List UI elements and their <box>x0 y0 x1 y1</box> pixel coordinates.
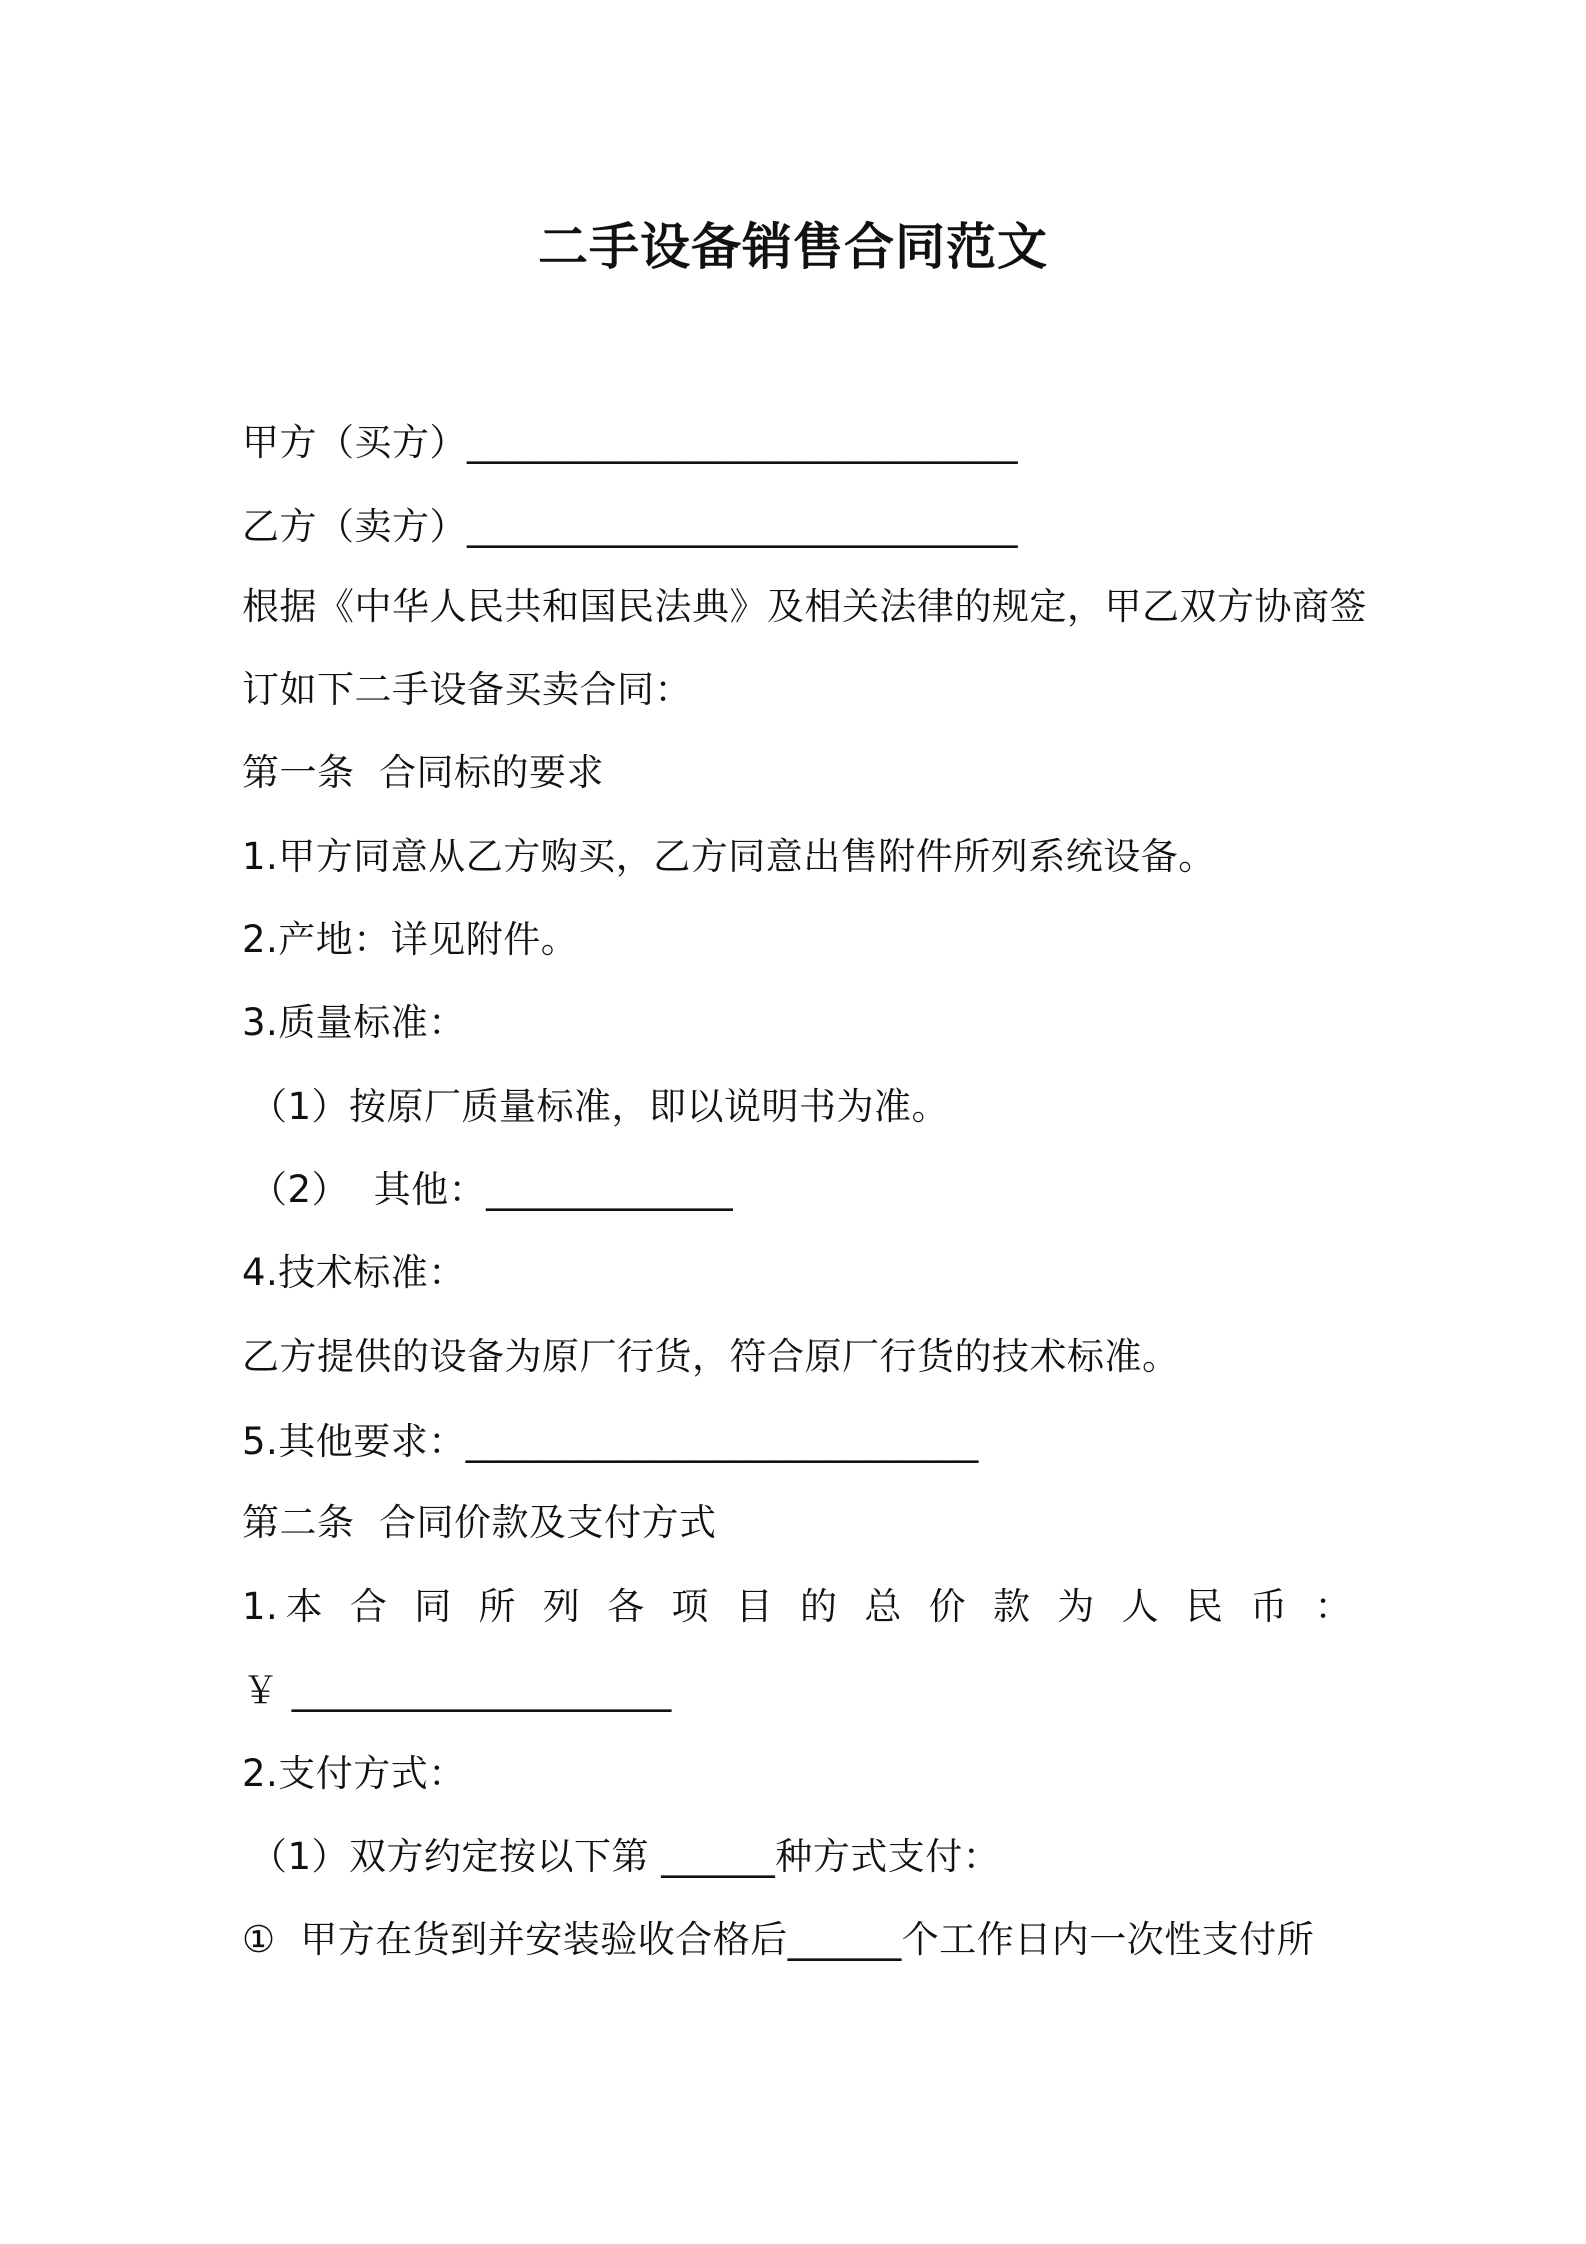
clause-2-2-1-option-1: ① 甲方在货到并安装验收合格后______个工作日内一次性支付所 <box>242 1918 1315 1961</box>
clause-1-3-2: （2） 其他：_____________ <box>250 1168 734 1211</box>
clause-1-2: 2.产地：详见附件。 <box>242 918 579 961</box>
clause-1-3-1: （1）按原厂质量标准，即以说明书为准。 <box>250 1085 950 1128</box>
clause-1-4-text: 乙方提供的设备为原厂行货，符合原厂行货的技术标准。 <box>242 1335 1180 1378</box>
clause-1-5: 5.其他要求：___________________________ <box>242 1420 979 1463</box>
clause-2-1-amount: ￥ ____________________ <box>242 1669 672 1712</box>
party-a-line: 甲方（买方）_____________________________ <box>242 421 1018 464</box>
document-title: 二手设备销售合同范文 <box>538 218 1048 276</box>
article-2-heading: 第二条 合同价款及支付方式 <box>242 1501 717 1544</box>
clause-1-1: 1.甲方同意从乙方购买，乙方同意出售附件所列系统设备。 <box>242 835 1216 878</box>
clause-1-3: 3.质量标准： <box>242 1001 466 1044</box>
clause-1-4: 4.技术标准： <box>242 1251 466 1294</box>
party-b-line: 乙方（卖方）_____________________________ <box>242 505 1018 548</box>
clause-2-2: 2.支付方式： <box>242 1752 466 1795</box>
preamble-line-2: 订如下二手设备买卖合同： <box>242 668 692 711</box>
clause-2-1: 1.本 合 同 所 列 各 项 目 的 总 价 款 为 人 民 币 ： <box>242 1585 1352 1628</box>
article-1-heading: 第一条 合同标的要求 <box>242 751 605 794</box>
preamble-line-1: 根据《中华人民共和国民法典》及相关法律的规定，甲乙双方协商签 <box>242 585 1367 628</box>
clause-2-2-1: （1）双方约定按以下第 ______种方式支付： <box>250 1835 1001 1878</box>
